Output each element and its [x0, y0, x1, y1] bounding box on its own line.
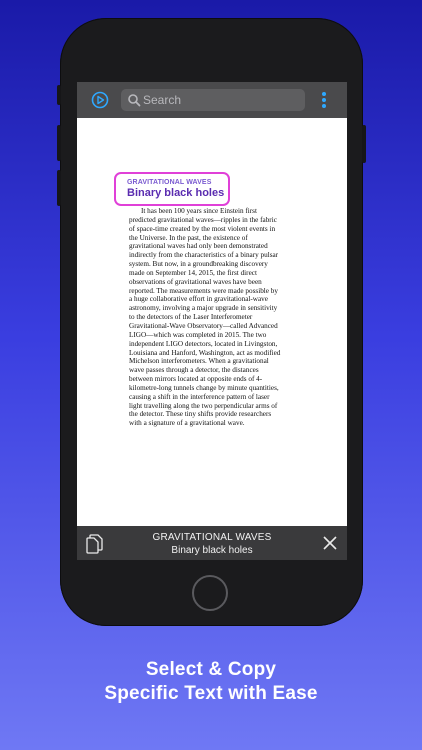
- phone-power-button: [362, 125, 366, 163]
- top-toolbar: [77, 82, 347, 118]
- home-button[interactable]: [192, 575, 228, 611]
- search-icon: [127, 93, 141, 107]
- caption-line-1: Select & Copy: [145, 659, 277, 680]
- copy-icon[interactable]: [85, 534, 103, 554]
- document-page[interactable]: [77, 118, 347, 526]
- caption-line-2: Specific Text with Ease: [104, 683, 318, 704]
- search-placeholder: Search: [143, 93, 182, 107]
- play-circle-icon[interactable]: [91, 91, 109, 109]
- section-label: GRAVITATIONAL WAVES: [127, 179, 212, 186]
- search-input[interactable]: [121, 89, 305, 111]
- phone-volume-down: [57, 170, 61, 206]
- article-body: It has been 100 years since Einstein first predicted gravitational waves—ripples in the fabric of space-time created by the most violent events in the Universe. In the past, the existence of gravitational waves had only been demonstrated indirectly from the characteristics of a binary pulsar system. But now, in a groundbreaking discovery made on September 14, 2015, the first direct observations of gravitational waves have been reported. The measurements were made possible by a huge collaborative effort in gravitational-wave astronomy, involving a major upgrade in sensitivity to the detectors of the Laser Interferometer Gravitational-Wave Observatory—called Advanced LIGO—which was completed in 2015. The two independent LIGO detectors, located in Livingston, Louisiana and Hanford, Washington, act as modified Michelson interferometers. When a gravitational wave passes through a detector, the distances between mirrors located at opposite ends of 4-kilometre-long tunnels change by minute quantities, causing a shift in the interference pattern of laser light travelling along the two perpendicular arms of the detector. These tiny shifts provide researchers with a signature of a gravitational wave.: [129, 207, 281, 428]
- close-icon[interactable]: [323, 536, 337, 550]
- selection-subtitle: Binary black holes: [171, 545, 253, 556]
- selection-title: GRAVITATIONAL WAVES: [152, 532, 272, 543]
- phone-side-button: [57, 85, 61, 105]
- selection-bar: [77, 526, 347, 560]
- more-vertical-icon[interactable]: [321, 92, 327, 110]
- phone-volume-up: [57, 125, 61, 161]
- app-screen: [77, 82, 347, 560]
- section-title: Binary black holes: [127, 187, 225, 199]
